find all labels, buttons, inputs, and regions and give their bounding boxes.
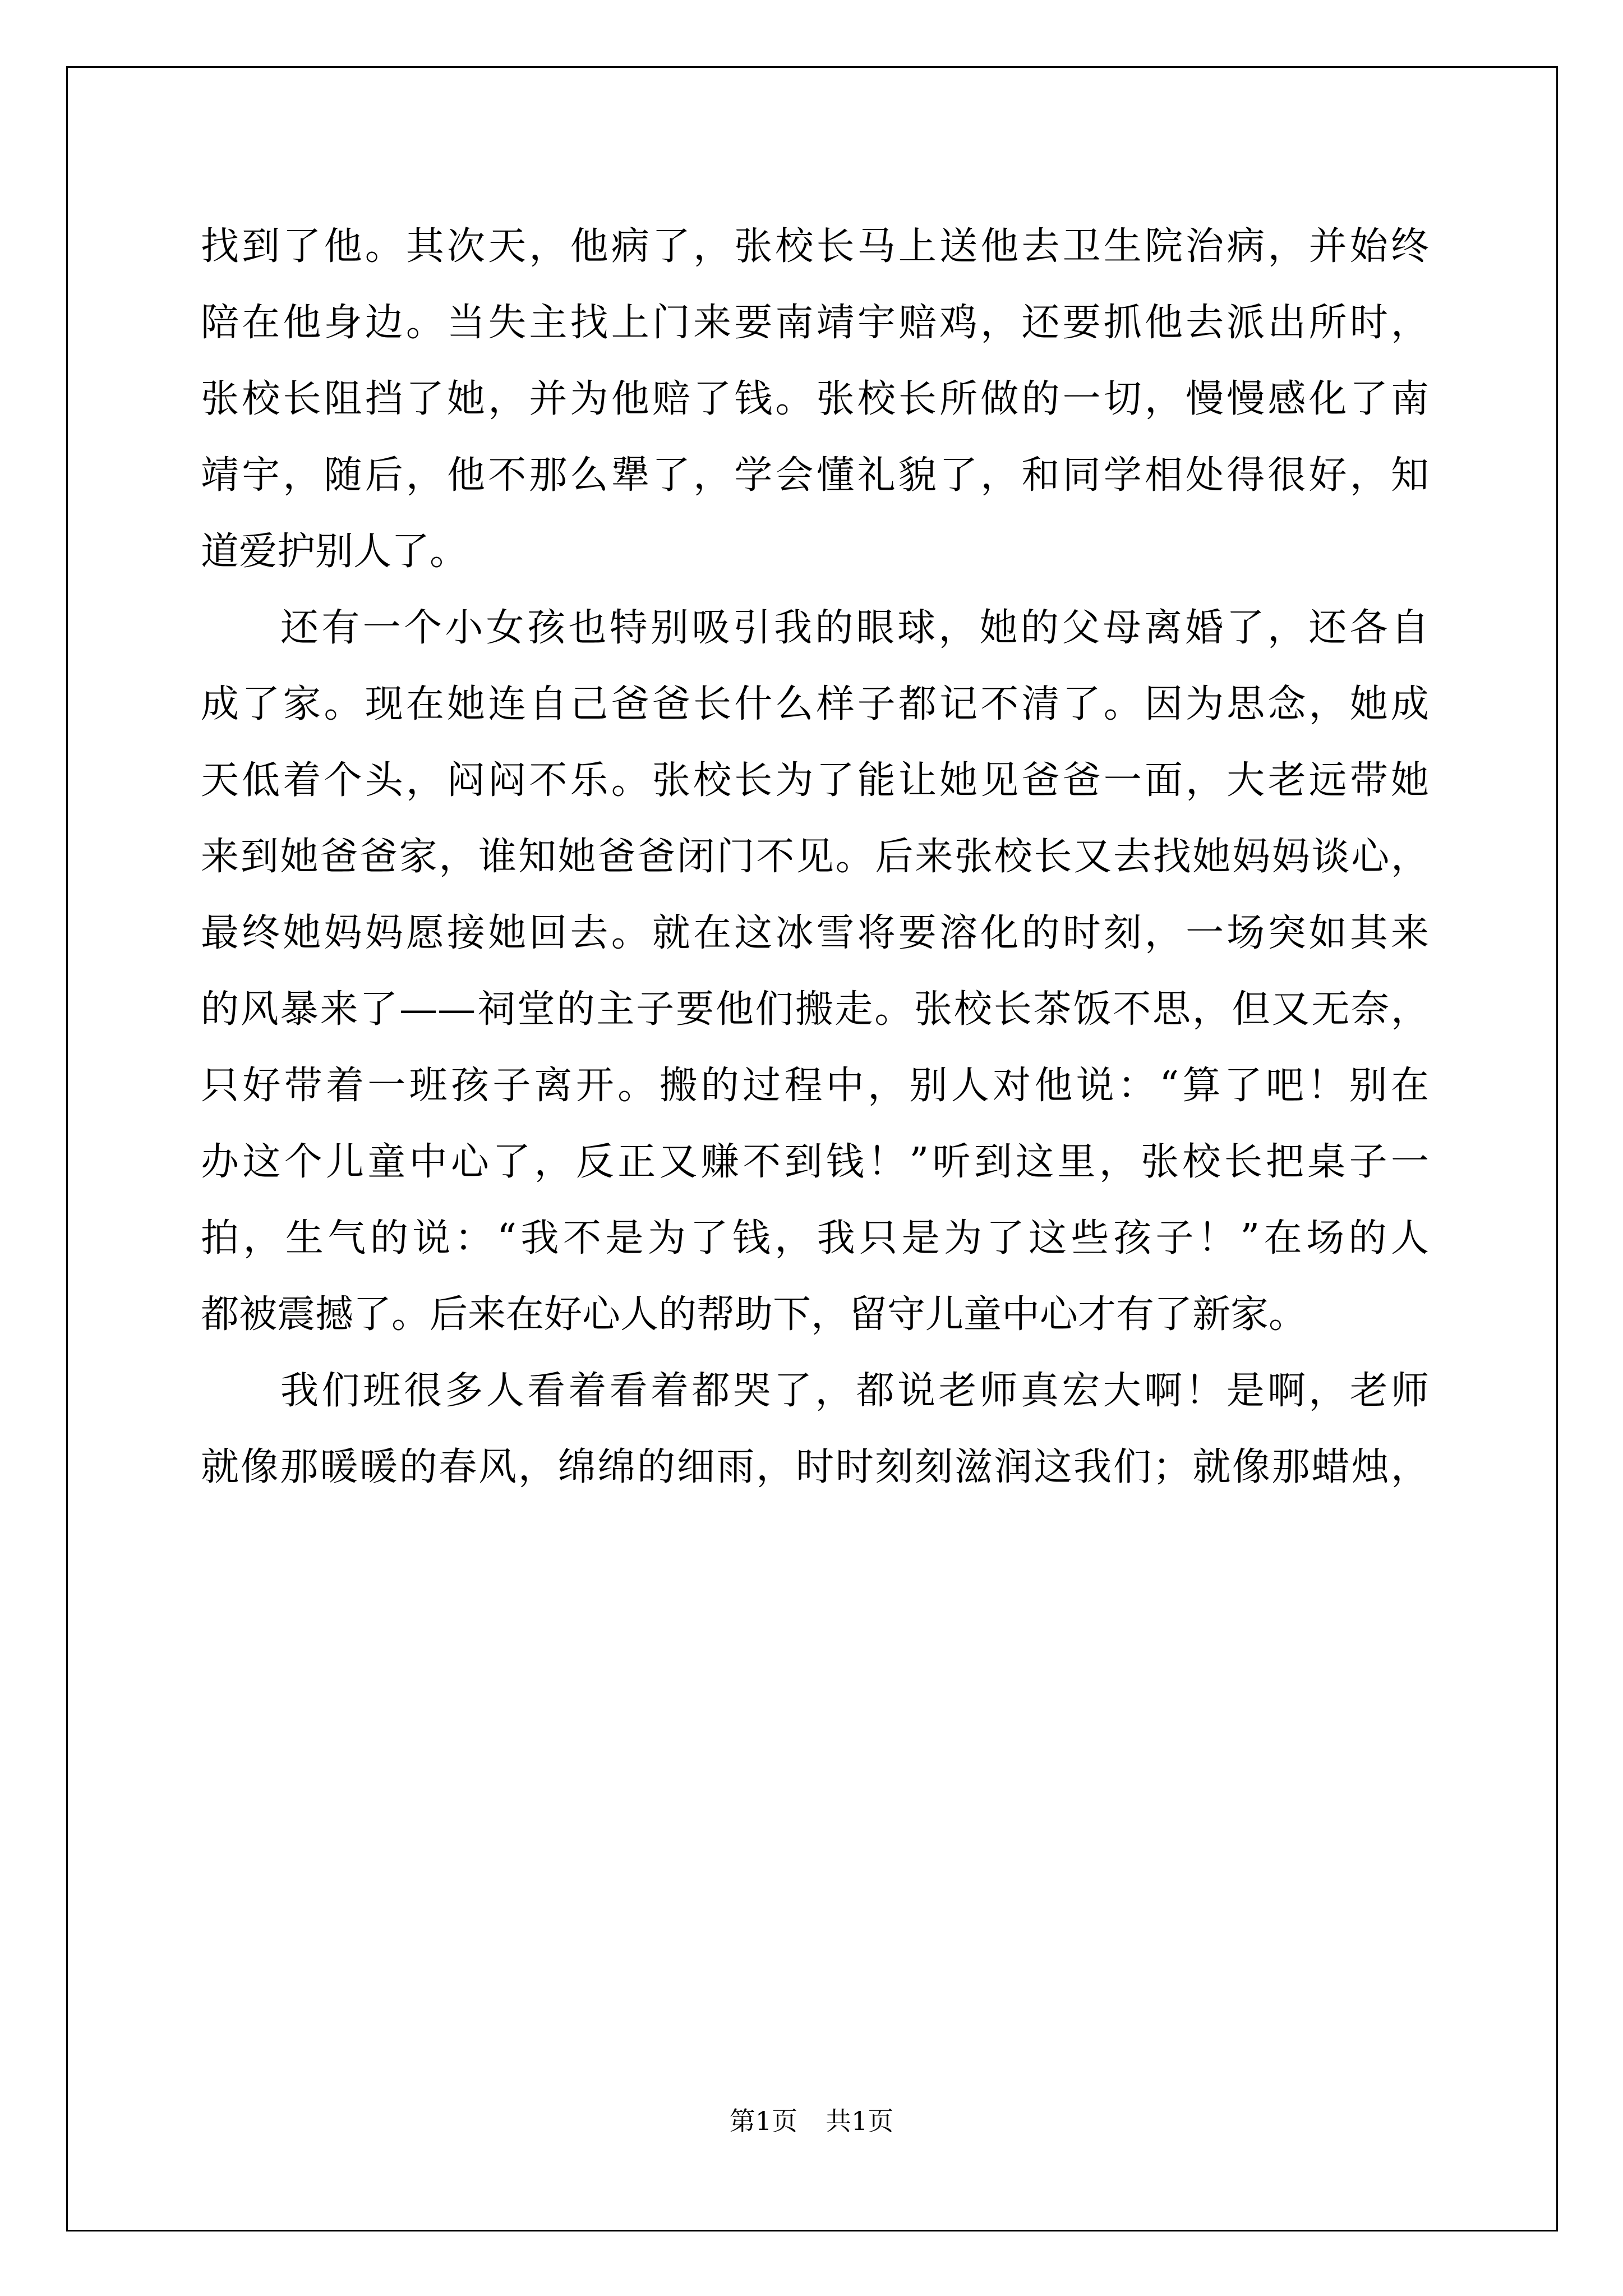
- document-body: [201, 209, 1429, 1506]
- page-footer: [0, 2101, 1623, 2138]
- text-line: 的风暴来了——祠堂的主子要他们搬走。张校长茶饭不思，但又无奈，: [201, 987, 1429, 1032]
- text-line: 靖宇，随后，他不那么犟了，学会懂礼貌了，和同学相处得很好，知: [201, 453, 1429, 498]
- text-line: 找到了他。其次天，他病了，张校长马上送他去卫生院治病，并始终: [201, 224, 1429, 269]
- text-line: 拍，生气的说：“我不是为了钱，我只是为了这些孩子！”在场的人: [201, 1216, 1429, 1260]
- text-line: 就像那暖暖的春风，绵绵的细雨，时时刻刻滋润这我们；就像那蜡烛，: [201, 1445, 1429, 1489]
- text-line: 我们班很多人看着看着都哭了，都说老师真宏大啊！是啊，老师: [280, 1369, 1429, 1413]
- text-line: 天低着个头，闷闷不乐。张校长为了能让她见爸爸一面，大老远带她: [201, 758, 1429, 803]
- text-line: 道爱护别人了。: [201, 530, 468, 574]
- text-line: 陪在他身边。当失主找上门来要南靖宇赔鸡，还要抓他去派出所时，: [201, 301, 1429, 345]
- page-total: 共1页: [826, 2106, 894, 2136]
- text-line: 成了家。现在她连自己爸爸长什么样子都记不清了。因为思念，她成: [201, 682, 1429, 726]
- text-line: 还有一个小女孩也特别吸引我的眼球，她的父母离婚了，还各自: [280, 606, 1429, 650]
- text-line: 办这个儿童中心了，反正又赚不到钱！”听到这里，张校长把桌子一: [201, 1140, 1429, 1184]
- text-line: 最终她妈妈愿接她回去。就在这冰雪将要溶化的时刻，一场突如其来: [201, 911, 1429, 955]
- text-line: 只好带着一班孩子离开。搬的过程中，别人对他说：“算了吧！别在: [201, 1064, 1429, 1108]
- text-line: 来到她爸爸家，谁知她爸爸闭门不见。后来张校长又去找她妈妈谈心，: [201, 835, 1429, 879]
- page-number: 第1页: [729, 2106, 797, 2136]
- text-line: 张校长阻挡了她，并为他赔了钱。张校长所做的一切，慢慢感化了南: [201, 377, 1429, 421]
- text-line: 都被震撼了。后来在好心人的帮助下，留守儿童中心才有了新家。: [201, 1292, 1307, 1337]
